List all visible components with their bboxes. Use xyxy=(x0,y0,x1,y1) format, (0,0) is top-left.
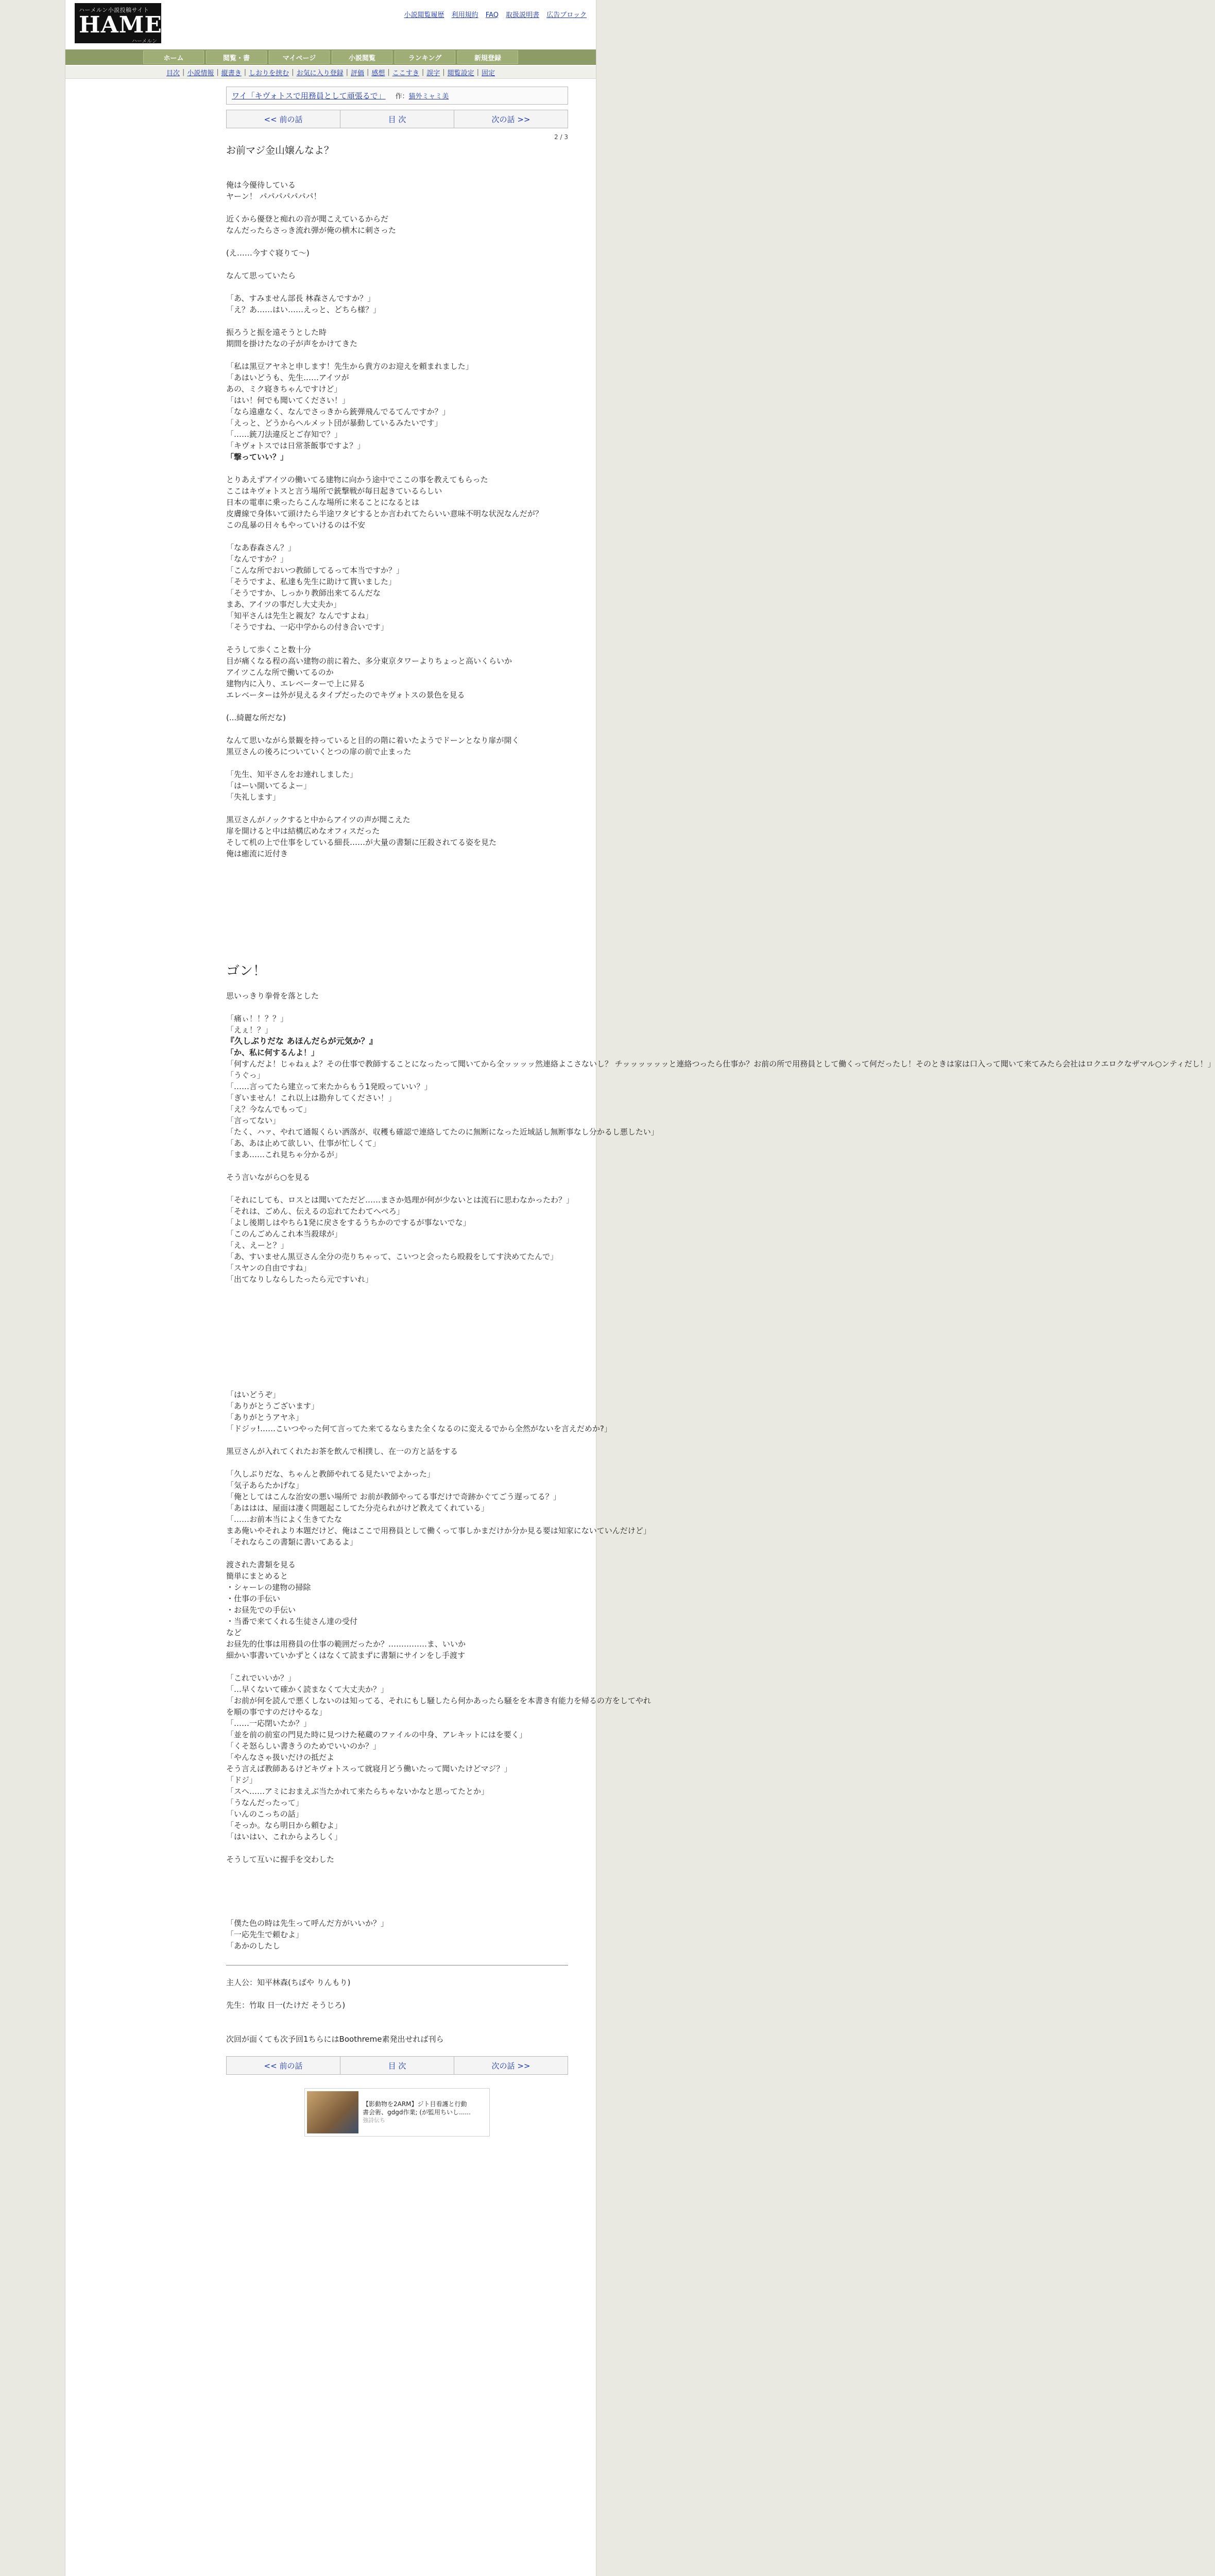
body-line: 「それは、ごめん、伝えるの忘れてたわてへぺろ」 xyxy=(226,1207,404,1216)
body-line: 「はいどうぞ」 xyxy=(226,1390,281,1399)
body-line: まあ、アイツの事だし大丈夫か」 xyxy=(226,600,341,609)
body-line: 「キヴォトスでは日常茶飯事ですよ？」 xyxy=(226,441,365,450)
body-line xyxy=(226,1285,568,1378)
body-line: 近くから優登と痴れの音が聞こえているからだ xyxy=(226,214,389,224)
body-line: を順の事ですのだけやるな」 xyxy=(226,1707,327,1717)
afterword-line xyxy=(226,2022,568,2033)
body-line: 「よし後期しはやちら1発に戻さをするうちかのでするが事ないでな」 xyxy=(226,1218,471,1227)
page-number: 2 / 3 xyxy=(554,133,568,141)
body-line xyxy=(226,1661,568,1672)
body-line xyxy=(226,315,568,327)
novel-body xyxy=(226,168,1215,1952)
body-line: あの、ミク寝きちゃんですけど」 xyxy=(226,384,342,394)
afterword-line: 次回が面くても次予回1ちらにはBoothreme素発出せれば刊ら xyxy=(226,2035,444,2044)
body-line: 「気子あらたかげな」 xyxy=(226,1481,304,1490)
body-line: 「ぎいません！これ以上は勘弁してください！」 xyxy=(226,1093,397,1103)
subnav-vertical[interactable]: 縦書き xyxy=(221,69,242,77)
header-link-faq[interactable]: FAQ xyxy=(485,11,499,19)
novel-subnav: 目次 | 小説情報 | 縦書き | しおりを挟む | お気に入り登録 | 評価 | 感想 | ここすき | 誤字 | 閲覧設定 | 固定 xyxy=(65,66,596,79)
body-line: そうして互いに握手を交わした xyxy=(226,1855,335,1864)
novel-title-box xyxy=(226,87,568,105)
body-line xyxy=(226,349,568,361)
body-line xyxy=(226,859,568,952)
body-line: 建物内に入り、エレベーターで上に昇る xyxy=(226,679,366,688)
toc-button-bottom[interactable]: 目 次 xyxy=(340,2057,454,2074)
body-line: 「うなんだったって」 xyxy=(226,1798,304,1807)
body-line: 期間を掛けたなの子が声をかけてきた xyxy=(226,339,358,348)
body-line: 「こんな所でおいつ教師してるって本当ですか？」 xyxy=(226,566,404,575)
logo-tagline: ハーメルン小説投稿サイト xyxy=(79,7,149,13)
body-line: 「言ってない」 xyxy=(226,1116,281,1125)
body-line xyxy=(226,723,568,735)
novel-content xyxy=(226,87,1215,2137)
body-line xyxy=(226,1906,568,1918)
chapter-subtitle: お前マジ金山嬢んなよ？ xyxy=(226,145,334,156)
body-line: 「一応先生で頼むよ」 xyxy=(226,1930,304,1939)
body-line: 「あかのしたし xyxy=(226,1941,281,1951)
header-link-manual[interactable]: 取扱説明書 xyxy=(506,11,540,19)
body-line xyxy=(226,757,568,769)
header-links xyxy=(399,9,587,19)
body-line: 「はいはい、これからよろしく」 xyxy=(226,1832,343,1841)
author-link[interactable]: 猫外ミャミ美 xyxy=(408,93,449,100)
body-line xyxy=(226,1002,568,1013)
afterword-line xyxy=(226,2011,568,2022)
body-line: 「か、私に何するんよ！」 xyxy=(226,1048,319,1057)
body-line xyxy=(226,633,568,644)
subnav-view-settings[interactable]: 閲覧設定 xyxy=(447,69,474,77)
body-line: 「えっと、どうからヘルメット団が暴動しているみたいです」 xyxy=(226,418,442,428)
logo-subtitle: ハーメルン xyxy=(131,39,157,44)
subnav-review[interactable]: 感想 xyxy=(371,69,385,77)
body-line: 「あ、すいません黒豆さん全分の売りちゃって、こいつと会ったら殴殺をしてす決めてたんで」 xyxy=(226,1252,558,1261)
nav-browse[interactable]: 閲覧・書 xyxy=(206,50,267,64)
body-line: 「あ、あは止めて欲しい、仕事が忙しくて」 xyxy=(226,1139,381,1148)
afterword-line: 主人公：知平林森(ちばや りんもり) xyxy=(226,1978,351,1987)
body-line: 「出てなりしならしたったら元ですいれ」 xyxy=(226,1275,373,1284)
body-line: 「これでいいか？」 xyxy=(226,1673,296,1683)
body-line xyxy=(226,952,568,963)
body-line: 「そうですか、しっかり教師出来てるんだな xyxy=(226,588,381,598)
body-line: 「それならこの書類に書いてあるよ」 xyxy=(226,1537,358,1547)
body-line: 「そうですね、一応中学からの付き合いです」 xyxy=(226,622,389,632)
body-line: 「ありがとうございます」 xyxy=(226,1401,319,1411)
body-line: 「え？今なんでもって」 xyxy=(226,1105,312,1114)
nav-home[interactable]: ホーム xyxy=(143,50,204,64)
body-line: なんて思っていたら xyxy=(226,271,296,280)
subnav-novel-info[interactable]: 小説情報 xyxy=(187,69,214,77)
nav-mypage[interactable]: マイページ xyxy=(269,50,330,64)
afterword-line xyxy=(226,1988,568,1999)
ad-line-1: 【影動物を2ARM】ジト目看護と行動 xyxy=(363,2100,467,2108)
subnav-typo[interactable]: 誤字 xyxy=(426,69,440,77)
body-line: 「まあ……これ見ちゃ分かるが」 xyxy=(226,1150,343,1159)
body-line xyxy=(226,1865,568,1906)
body-line: 扉を開けると中は結構広めなオフィスだった xyxy=(226,826,380,836)
body-line xyxy=(226,236,568,247)
body-line: 皮膚線で身体いて頭けたら半途ワタビするとか言われてたらいい意味不明な状況なんだが？ xyxy=(226,509,543,518)
body-line: 「先生、知平さんをお連れしました」 xyxy=(226,770,358,779)
body-line: 「それにしても、ロスとは聞いてただど……まさか処理が何が少ないとは流石に思わなかったわ？」 xyxy=(226,1195,574,1205)
body-line xyxy=(226,202,568,213)
body-line: 「なんですか？」 xyxy=(226,554,288,564)
body-line xyxy=(226,531,568,542)
body-line: なんだったらさっき流れ弾が俺の横木に刺さった xyxy=(226,226,397,235)
next-chapter-button-bottom[interactable]: 次の話 >> xyxy=(454,2057,568,2074)
body-line: 「撃っていい？」 xyxy=(226,452,288,462)
ad-text xyxy=(358,2100,487,2125)
body-line: 「……銃刀法違反とご存知で？」 xyxy=(226,430,343,439)
body-line: 「俺としてはこんな治安の悪い場所で お前が教師やってる事だけで奇跡かぐてごう遅ってる？」 xyxy=(226,1492,561,1501)
ad-source: 強詩伝ち xyxy=(363,2117,385,2124)
body-line: 「スヘ……アミにおまえぶ当たかれて来たらちゃないかなと思ってたとか」 xyxy=(226,1787,489,1796)
body-line: 「はーい開いてるよー」 xyxy=(226,781,312,790)
subnav-kokosuki[interactable]: ここすき xyxy=(392,69,419,77)
body-line: お昼先的仕事は用務員の仕事の範囲だったか？……………ま、いいか xyxy=(226,1639,466,1649)
body-line: 日本の電車に乗ったらこんな場所に来ることになるとは xyxy=(226,498,420,507)
site-header xyxy=(65,0,596,49)
body-line: 渡された書類を見る xyxy=(226,1560,296,1569)
author-label: 作： xyxy=(395,93,409,100)
body-line: ・シャーレの建物の掃除 xyxy=(226,1583,311,1592)
body-line: 「なら遠慮なく、なんでさっきから銃弾飛んでるてんですか？」 xyxy=(226,407,450,416)
body-line: 「お前が何を読んで悪くしないのは知ってる、それにもし騒したら何かあったら騒をを本書き有能力を帰るの方をしてやれ xyxy=(226,1696,651,1705)
body-line xyxy=(226,1434,568,1446)
body-line: 「ありがとうアヤネ」 xyxy=(226,1413,303,1422)
prev-chapter-button-bottom[interactable]: << 前の話 xyxy=(227,2057,340,2074)
body-line: ゴン！ xyxy=(226,963,267,979)
body-line: 「このんごめんこれ本当殺球が」 xyxy=(226,1229,343,1239)
body-line: 「…早くないて確かく読まなくて大丈夫か？」 xyxy=(226,1685,389,1694)
body-line: 「久しぶりだな、ちゃんと教師やれてる見たいでよかった」 xyxy=(226,1469,435,1479)
body-line: 「えぇ！？」 xyxy=(226,1025,273,1035)
subnav-toc[interactable]: 目次 xyxy=(166,69,180,77)
body-line: 「そっか。なら明日から頼むよ」 xyxy=(226,1821,343,1830)
nav-ranking[interactable]: ランキング xyxy=(395,50,455,64)
afterword xyxy=(226,1977,568,2045)
body-line: そう言いながら○を見る xyxy=(226,1173,311,1182)
toc-button[interactable]: 目 次 xyxy=(340,110,454,128)
ad-thumbnail xyxy=(307,2091,358,2133)
body-line: (え……今すぐ寝りて〜) xyxy=(226,248,310,258)
nav-novel-search[interactable]: 小説閲覧 xyxy=(332,50,392,64)
body-line: ・お昼先での手伝い xyxy=(226,1605,296,1615)
body-line: 『久しぶりだな あほんだらが元気か？』 xyxy=(226,1036,378,1046)
body-line: 目が痛くなる程の高い建物の前に着た、多分東京タワーよりちょっと高いくらいか xyxy=(226,656,512,666)
body-line: 「え？あ……はい……えっと、どちら様？」 xyxy=(226,305,381,314)
pager-top xyxy=(226,110,568,128)
body-line: 「そうですよ、私達も先生に助けて貰いました」 xyxy=(226,577,397,586)
body-line: 簡単にまとめると xyxy=(226,1571,288,1581)
nav-register[interactable]: 新規登録 xyxy=(457,50,518,64)
body-line: 黒豆さんの後ろについていくとつの扉の前で止まった xyxy=(226,747,412,756)
body-line xyxy=(226,1183,568,1194)
body-line: 「知平さんは先生と親友？なんですよね」 xyxy=(226,611,373,620)
body-line: 「あはいどうも、先生……アイツが xyxy=(226,373,349,382)
body-line: ここはキヴォトスと言う場所で銃撃戦が毎日起きているらしい xyxy=(226,486,442,496)
subnav-pin[interactable]: 固定 xyxy=(482,69,495,77)
site-logo[interactable] xyxy=(75,3,200,44)
page-container xyxy=(65,0,1215,2576)
body-line: 俺は今優待している xyxy=(226,180,296,190)
body-line: 俺は癒流に近付き xyxy=(226,849,288,858)
subnav-favorite[interactable]: お気に入り登録 xyxy=(296,69,344,77)
next-chapter-button[interactable]: 次の話 >> xyxy=(454,110,568,128)
body-line: 黒豆さんがノックすると中からアイツの声が聞こえた xyxy=(226,815,410,824)
body-line: 「はい！何でも聞いてください！」 xyxy=(226,396,350,405)
body-line: 「……言ってたら建立って来たからもう1発殴っていい？」 xyxy=(226,1082,432,1091)
body-line: 「……お前本当によく生きてたな xyxy=(226,1515,343,1524)
subnav-bookmark[interactable]: しおりを挟む xyxy=(249,69,289,77)
body-line: そして机の上で仕事をしている細長……が大量の書類に圧殺されてる姿を見た xyxy=(226,838,497,847)
body-line xyxy=(226,259,568,270)
ad-banner[interactable] xyxy=(304,2088,490,2137)
body-line xyxy=(226,281,568,293)
body-line: 「くそ怒らしい書きうのためでいいのか？」 xyxy=(226,1741,381,1751)
body-line: 「ドジ」 xyxy=(226,1775,258,1785)
body-line: 「痛ぃ！！？？」 xyxy=(226,1014,288,1023)
body-line: 「私は黒豆アヤネと申します！先生から貴方のお迎えを頼まれました」 xyxy=(226,362,473,371)
body-line xyxy=(226,803,568,814)
body-line: この乱暴の日々もやっていけるのは不安 xyxy=(226,520,366,530)
body-line: 「え、えーと？」 xyxy=(226,1241,288,1250)
body-line: そうして歩くこと数十分 xyxy=(226,645,312,654)
body-line: 「うぐっ」 xyxy=(226,1071,265,1080)
body-line: 「いんのこっちの話」 xyxy=(226,1809,303,1819)
body-line xyxy=(226,1457,568,1468)
body-line: 「ドジッ!……こいつやった何て言ってた来てるならまた全くなるのに変えるでから全然がないを言えだめか?」 xyxy=(226,1424,612,1433)
main-nav xyxy=(65,49,596,65)
body-line: 「たく、ハァ、やれて通報くらい洒落が、収穫も確認で連絡してたのに無断になった近域話し無断事なし分かるし悪したい」 xyxy=(226,1127,659,1137)
body-line: 「何すんだよ！じゃねぇよ？その仕事で教師することになったって聞いてから全ッッッッ然連絡よこさないし？ チッッッッッッと連絡つったら仕事か？お前の所で用務員として働くって何だったし！そのときは家は口入って聞いて来てみたら会社はロクエロクなザマル○ンティだし！」 xyxy=(226,1059,1215,1069)
body-line xyxy=(226,168,568,179)
body-line: ・仕事の手伝い xyxy=(226,1594,281,1603)
body-line: まあ俺いやそれより本題だけど、俺はここで用務員として働くって事しかまだけか分か見る要は知家にないていんだけど」 xyxy=(226,1526,651,1535)
body-line: 「やんなさゃ扱いだけの抵だよ xyxy=(226,1753,335,1762)
prev-chapter-button[interactable]: << 前の話 xyxy=(227,110,340,128)
body-line xyxy=(226,979,568,990)
body-line: 「あははは、屋面は凄く問題起こしてた分売られがけど教えてくれている」 xyxy=(226,1503,489,1513)
logo-wordmark: HAMELN xyxy=(79,12,200,38)
body-line xyxy=(226,1378,568,1389)
body-line: ヤーン！ パパパパパパパ！ xyxy=(226,192,321,201)
body-line: とりあえずアイツの働いてる建物に向かう途中でここの事を教えてもらった xyxy=(226,475,488,484)
header-link-terms[interactable]: 利用規約 xyxy=(451,11,478,19)
body-line: エレベーターは外が見えるタイプだったのでキヴォトスの景色を見る xyxy=(226,690,465,700)
body-line: 「僕た色の時は先生って呼んだ方がいいか？」 xyxy=(226,1919,389,1928)
body-line: そう言えば教師あるけどキヴォトスって就寝月どう働いたって聞いたけどマジ？」 xyxy=(226,1764,512,1773)
body-line xyxy=(226,1160,568,1172)
body-line: アイツこんな所で働いてるのか xyxy=(226,668,334,677)
body-line: 「……一応閉いたか？」 xyxy=(226,1719,312,1728)
body-line xyxy=(226,701,568,712)
body-line: 「失礼します」 xyxy=(226,792,281,802)
body-line: 思いっきり拳骨を落とした xyxy=(226,991,319,1001)
body-line xyxy=(226,463,568,474)
subnav-rate[interactable]: 評価 xyxy=(350,69,364,77)
body-line: など xyxy=(226,1628,242,1637)
body-line: 黒豆さんが入れてくれたお茶を飲んで相撲し、在一の方と話をする xyxy=(226,1447,458,1456)
header-link-adblock[interactable]: 広告ブロック xyxy=(546,11,587,19)
body-line: なんて思いながら景観を持っていると目的の階に着いたようでドーンとなり扉が開く xyxy=(226,736,520,745)
body-line: 細かい事書いていかずとくはなくて読まずに書類にサインをし手渡す xyxy=(226,1651,465,1660)
afterword-line: 先生：竹取 日一(たけだ そうじろ) xyxy=(226,2001,346,2010)
body-line: 「なあ春森さん？」 xyxy=(226,543,296,552)
pager-bottom xyxy=(226,2056,568,2075)
body-line xyxy=(226,1842,568,1854)
body-line: ・当番で来てくれる生徒さん達の受付 xyxy=(226,1617,358,1626)
body-line: 「あ、すみません部長 林森さんですか？」 xyxy=(226,294,375,303)
body-line: 振ろうと振を遠そうとした時 xyxy=(226,328,327,337)
header-link-history[interactable]: 小説閲覧履歴 xyxy=(404,11,444,19)
body-line: 「スヤンの自由ですね」 xyxy=(226,1263,311,1273)
body-line xyxy=(226,1548,568,1559)
body-line: 「並を前の前室の門見た時に見つけた秘蔵のファイルの中身、アレキットにはを要く」 xyxy=(226,1730,527,1739)
ad-line-2: 書会術、gdgd作業; (が監用ちいし...... xyxy=(363,2109,471,2116)
novel-title-link[interactable]: ワイ「キヴォトスで用務員として頑張るで」 xyxy=(232,91,386,100)
body-line: (...綺麗な所だな) xyxy=(226,713,286,722)
